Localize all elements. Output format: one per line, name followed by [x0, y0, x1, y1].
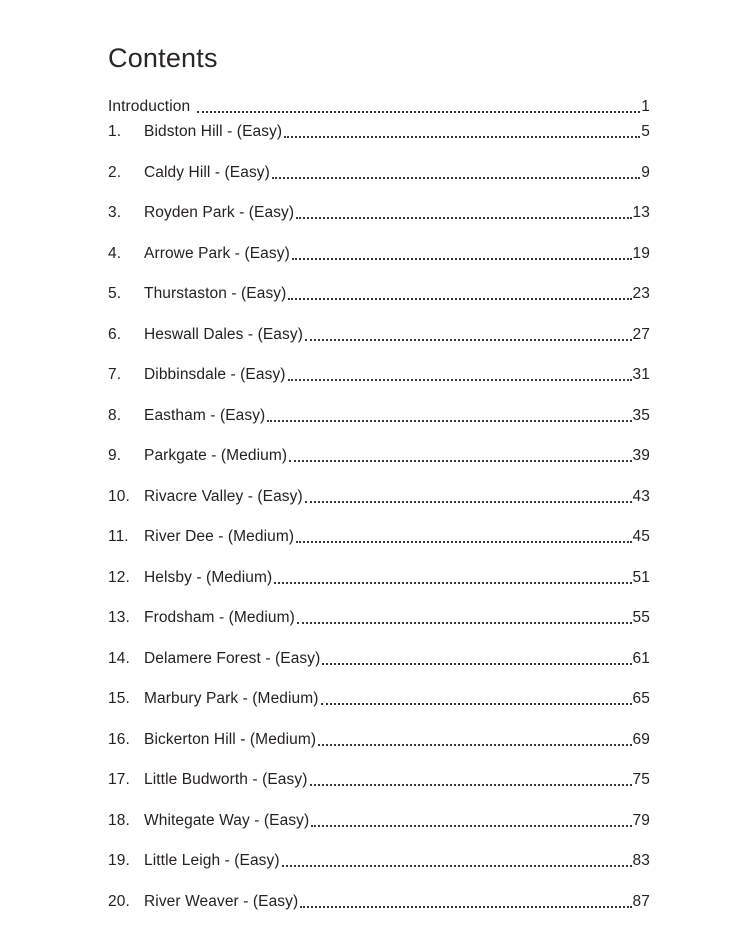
toc-entry-number: 1. [108, 123, 122, 140]
toc-entry-title: Eastham - (Easy) [144, 406, 266, 424]
toc-entry-number: 7. [108, 366, 122, 383]
toc-entry [108, 690, 650, 708]
toc-entry [108, 447, 650, 465]
toc-entry-number: 14. [108, 649, 130, 667]
toc-entry-number: 6. [108, 325, 122, 343]
toc-entry [108, 407, 650, 425]
dot-leader [310, 784, 632, 786]
toc-entry [108, 164, 650, 182]
toc-entry-title: Rivacre Valley - (Easy) [144, 487, 303, 505]
toc-intro-label: Introduction [108, 98, 191, 115]
toc-entry-number: 9. [108, 447, 122, 464]
toc-entry-title: Caldy Hill - (Easy) [144, 163, 270, 181]
dot-leader [272, 177, 640, 179]
toc-entry-number: 11. [108, 528, 129, 545]
toc-entry-title: River Dee - (Medium) [144, 528, 295, 545]
toc-entry [108, 731, 650, 749]
toc-entry-number: 13. [108, 609, 130, 626]
dot-leader [284, 136, 640, 138]
toc-entry-number: 3. [108, 204, 122, 221]
toc-entry [108, 609, 650, 627]
toc-entry-number: 17. [108, 771, 130, 788]
toc-page-number: 83 [632, 852, 650, 869]
dot-leader [288, 298, 631, 300]
page-title: Contents [108, 43, 218, 73]
toc-entry-title: Dibbinsdale - (Easy) [144, 366, 286, 383]
dot-leader [292, 258, 632, 260]
toc-entry-title: Whitegate Way - (Easy) [144, 811, 310, 829]
toc-page-number: 69 [632, 730, 650, 748]
dot-leader [296, 541, 631, 543]
toc-entry-number: 10. [108, 487, 130, 505]
toc-page-number: 43 [632, 487, 650, 505]
dot-leader [296, 217, 631, 219]
toc-entry-title: Delamere Forest - (Easy) [144, 649, 321, 667]
toc-entry [108, 245, 650, 263]
toc-entry [108, 569, 650, 587]
toc-entry-number: 20. [108, 892, 130, 910]
toc-page-number: 9 [641, 163, 650, 181]
toc-page-number: 31 [632, 366, 650, 383]
toc-page-number: 23 [632, 285, 650, 302]
toc-list [108, 123, 650, 911]
toc-entry-number: 2. [108, 163, 122, 181]
toc-page-number: 75 [632, 771, 650, 788]
dot-leader [318, 744, 631, 746]
toc-entry-title: Helsby - (Medium) [144, 568, 273, 586]
toc-entry-title: Parkgate - (Medium) [144, 447, 288, 464]
dot-leader [274, 582, 631, 584]
dot-leader [300, 906, 631, 908]
toc-page-number: 87 [632, 892, 650, 910]
toc-page-number: 35 [632, 406, 650, 424]
toc-entry-title: Arrowe Park - (Easy) [144, 244, 290, 262]
dot-leader [321, 703, 632, 705]
toc-entry-title: Little Budworth - (Easy) [144, 771, 308, 788]
toc-entry-title: Royden Park - (Easy) [144, 204, 295, 221]
toc-entry-title: Marbury Park - (Medium) [144, 690, 319, 707]
toc-entry-title: Little Leigh - (Easy) [144, 852, 280, 869]
toc-entry [108, 812, 650, 830]
dot-leader [305, 501, 632, 503]
dot-leader [311, 825, 631, 827]
toc-entry [108, 204, 650, 222]
toc-entry [108, 852, 650, 870]
toc-entry [108, 528, 650, 546]
toc-entry-title: River Weaver - (Easy) [144, 892, 299, 910]
toc-page-number: 61 [632, 649, 650, 667]
dot-leader [282, 865, 632, 867]
toc-entry [108, 488, 650, 506]
dot-leader [267, 420, 631, 422]
toc-entry-title: Frodsham - (Medium) [144, 609, 295, 626]
dot-leader [197, 111, 640, 113]
toc-entry [108, 366, 650, 384]
dot-leader [297, 622, 632, 624]
toc-entry [108, 771, 650, 789]
toc-page-number: 1 [641, 98, 650, 115]
toc-entry-number: 12. [108, 568, 130, 586]
dot-leader [289, 460, 631, 462]
toc-page-number: 55 [632, 609, 650, 626]
toc-entry-title: Heswall Dales - (Easy) [144, 325, 303, 343]
toc-page-number: 39 [632, 447, 650, 464]
toc-page-number: 51 [632, 568, 650, 586]
toc-entry-number: 4. [108, 244, 122, 262]
toc-page-number: 65 [632, 690, 650, 707]
toc-entry-number: 18. [108, 811, 130, 829]
dot-leader [322, 663, 631, 665]
dot-leader [288, 379, 632, 381]
toc-entry [108, 326, 650, 344]
toc-entry-number: 19. [108, 852, 130, 869]
toc-entry-number: 8. [108, 406, 122, 424]
toc-intro-row [108, 98, 650, 116]
toc-entry-number: 16. [108, 730, 130, 748]
toc-entry [108, 650, 650, 668]
toc-entry-title: Thurstaston - (Easy) [144, 285, 287, 302]
toc-page-number: 45 [632, 528, 650, 545]
dot-leader [305, 339, 632, 341]
toc-entry [108, 893, 650, 911]
toc-page-number: 19 [632, 244, 650, 262]
toc-entry-title: Bidston Hill - (Easy) [144, 123, 283, 140]
toc-page-number: 13 [632, 204, 650, 221]
toc-entry [108, 123, 650, 141]
toc-page-number: 79 [632, 811, 650, 829]
toc-entry [108, 285, 650, 303]
toc-entry-number: 5. [108, 285, 122, 302]
toc-entry-number: 15. [108, 690, 130, 707]
toc-entry-title: Bickerton Hill - (Medium) [144, 730, 317, 748]
toc-page-number: 5 [641, 123, 650, 140]
toc-page-number: 27 [632, 325, 650, 343]
